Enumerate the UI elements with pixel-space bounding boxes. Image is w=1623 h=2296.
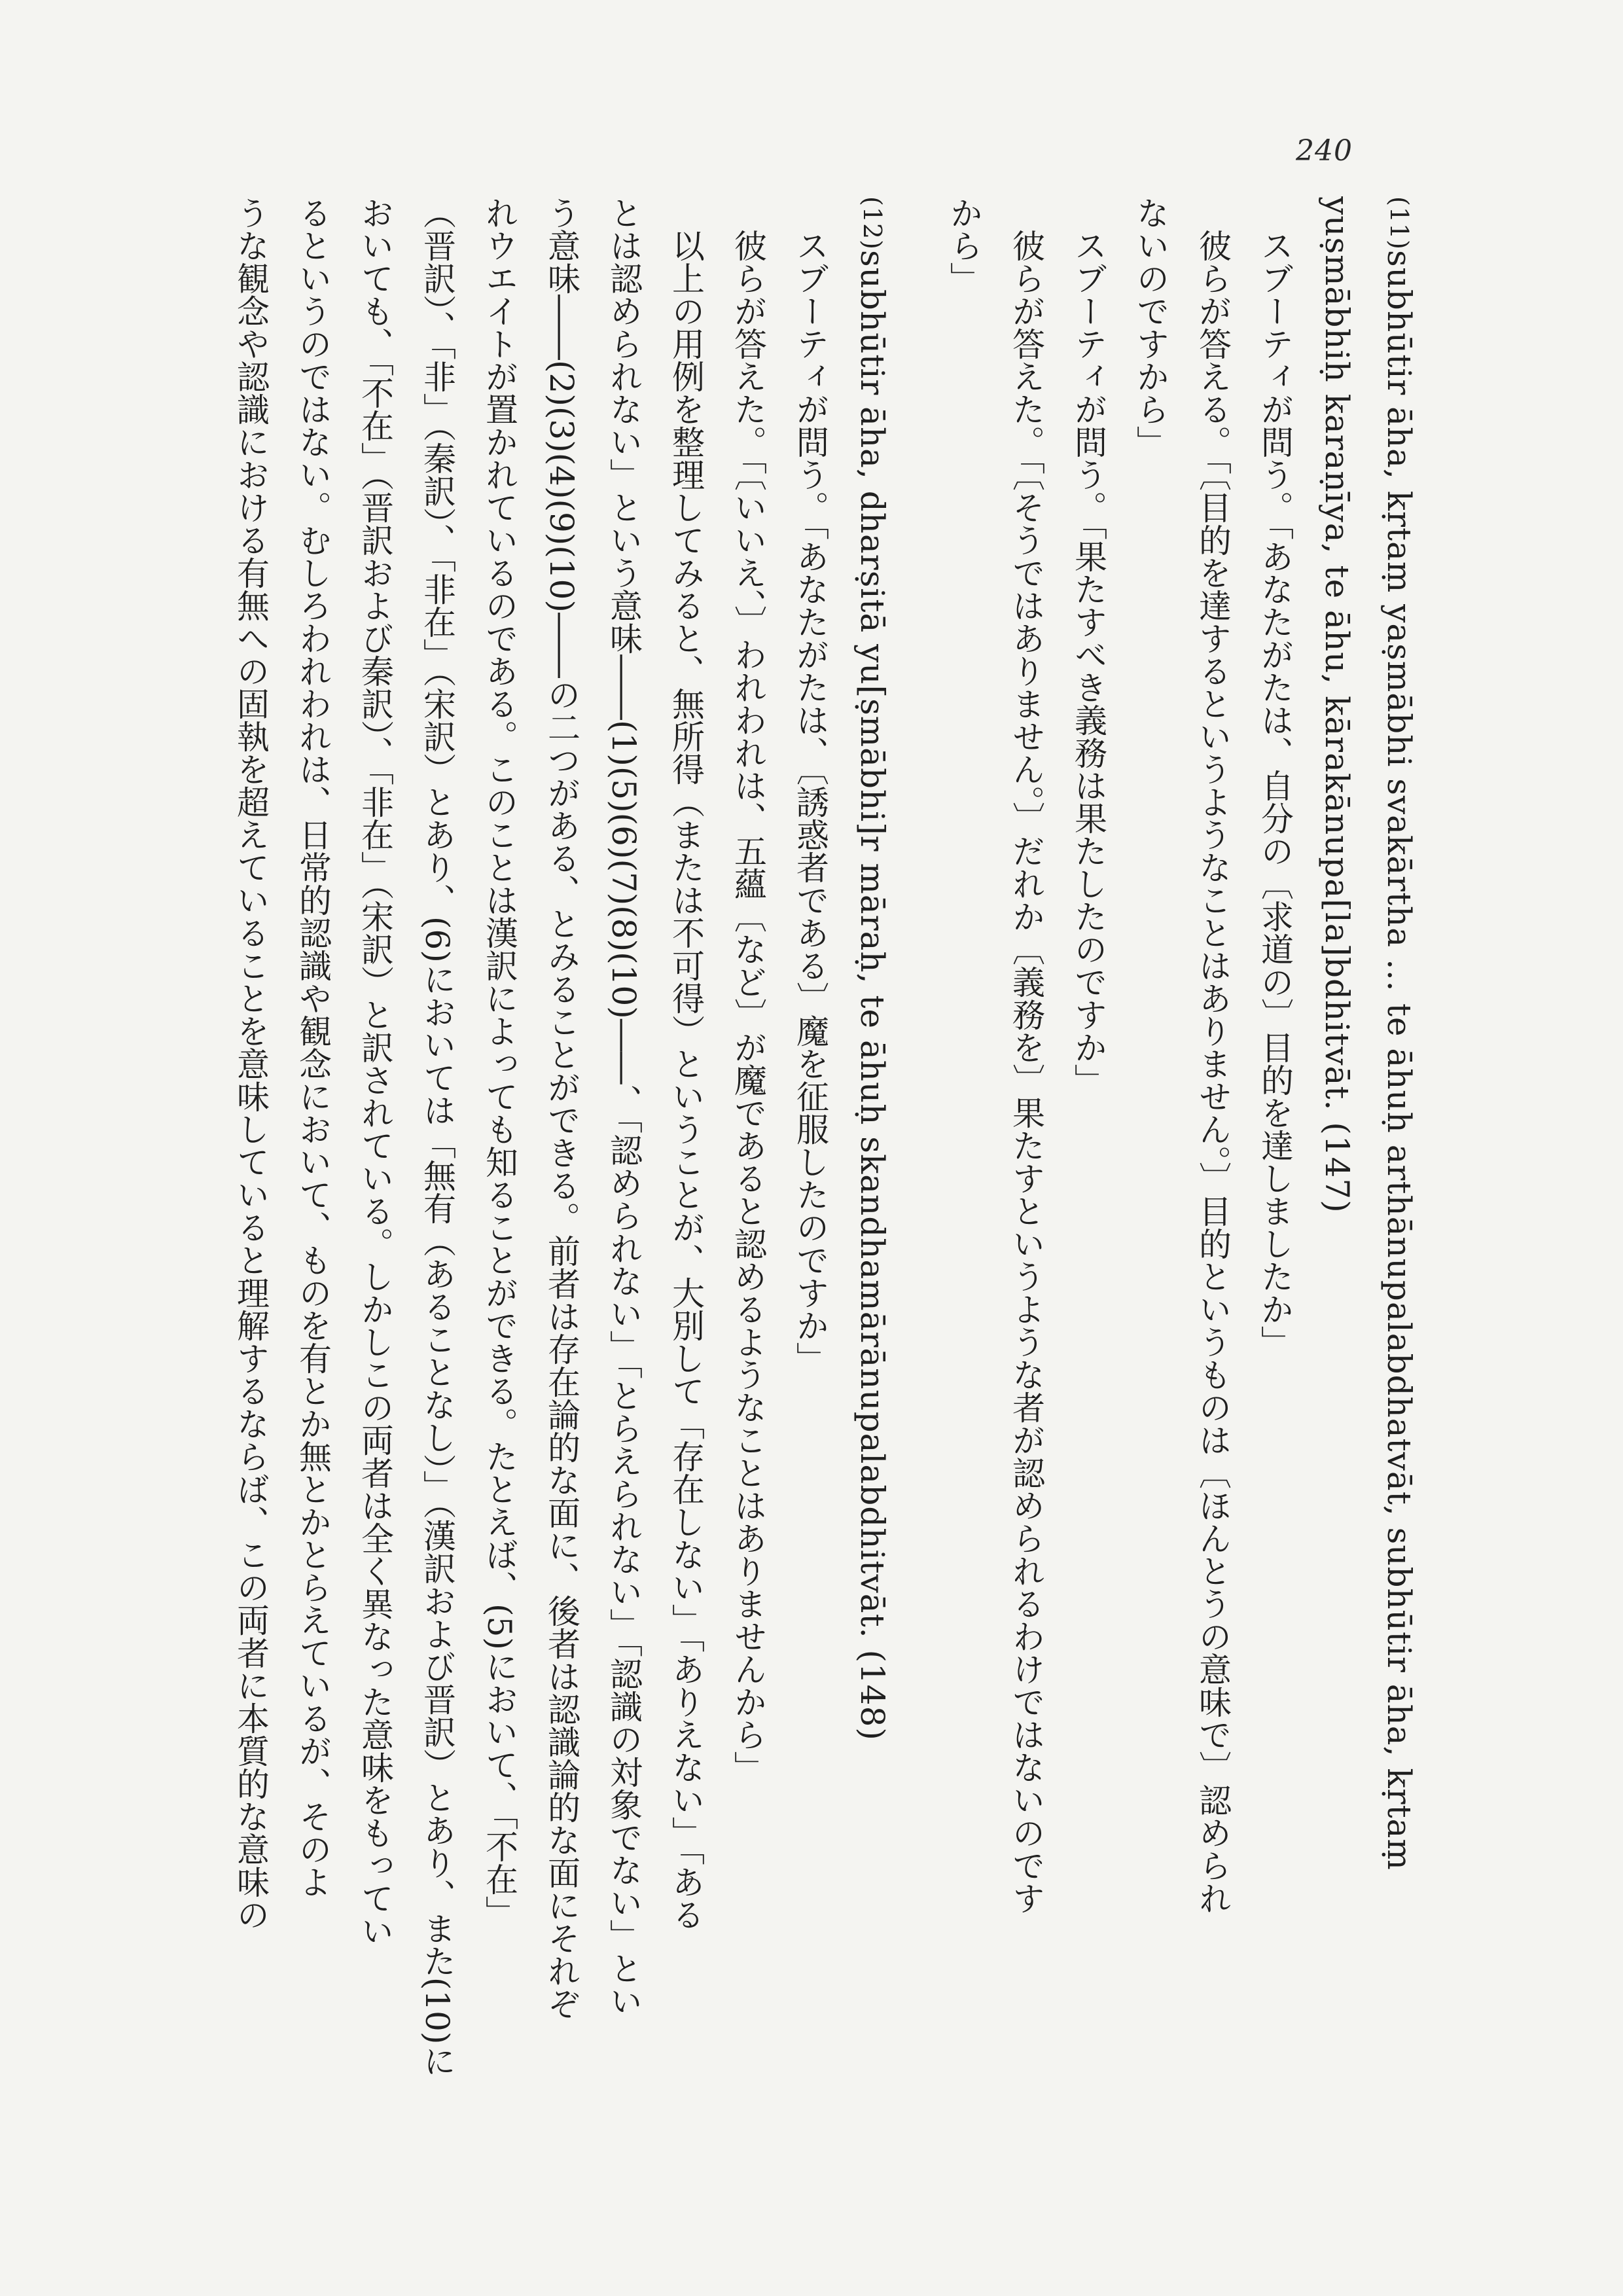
page-number: 240 <box>1296 134 1353 168</box>
text-line: う意味――(2)(3)(4)(9)(10)――の二つがある、とみることができる。前者は存在論的な面に、後者は認識論的な面にそれぞ <box>543 196 580 2020</box>
text-line: 以上の用例を整理してみると、無所得（または不可得）ということが、大別して「存在しない」「ありえない」「ある <box>667 229 705 1931</box>
text-line-body: subhūtir āha, dharṣitā yu[ṣmābhi]r māraḥ, te āhuḥ skandhamārānupalabdhitvāt. (148) <box>853 250 891 1741</box>
text-line: うな観念や認識における有無への固執を超えていることを意味していると理解するならば、この両者に本質的な意味の <box>232 196 270 1931</box>
text-line: れウエイトが置かれているのである。このことは漢訳によっても知ることができる。たとえば、(5)において、「不在」 <box>480 196 518 1928</box>
text-line: るというのではない。むしろわれわれは、日常的認識や観念において、ものを有とか無とかとらえているが、そのよ <box>294 196 332 1898</box>
text-line: 彼らが答えた。「〔そうではありません。〕だれか〔義務を〕果たすというような者が認められるわけではないのです <box>1007 229 1045 1914</box>
example-number: (12) <box>858 196 887 251</box>
text-line: yuṣmābhiḥ karaṇīya, te āhu, kārakānupa[la]bdhitvāt. (147) <box>1318 196 1356 1213</box>
example-number: (11) <box>1385 196 1414 251</box>
text-line <box>841 196 933 2147</box>
text-line: スブーティが問う。「果たすべき義務は果たしたのですか」 <box>1069 229 1107 1096</box>
text-line: スブーティが問う。「あなたがたは、〔誘惑者である〕魔を征服したのですか」 <box>791 229 829 1374</box>
text-line: （晋訳）、「非」（秦訳）、「非在」（宋訳）とあり、(6)においては「無有（あることなし）」（漢訳および晋訳）とあり、また(10)に <box>418 196 456 2077</box>
text-line: おいても、「不在」（晋訳および秦訳）、「非在」（宋訳）と訳されている。しかしこの両者は全く異なった意味をもってい <box>356 196 394 1947</box>
text-line-body: subhūtir āha, kṛtaṃ yaṣmābhi svakārtha … te āhuḥ arthānupalabdhatvāt, subhūtir āha, kṛtaṃ <box>1380 250 1418 1871</box>
text-line <box>1368 196 1459 2147</box>
text-line: とは認められない」という意味――(1)(5)(6)(7)(8)(10)――、「認められない」「とらえられない」「認識の対象でない」とい <box>605 196 643 2017</box>
text-line: スブーティが問う。「あなたがたは、自分の〔求道の〕目的を達しましたか」 <box>1256 229 1294 1358</box>
main-text <box>193 196 1459 2147</box>
text-line: 彼らが答えた。「〔いいえ、〕われわれは、五蘊〔など〕が魔であると認めるようなことはありませんから」 <box>729 229 767 1784</box>
text-line: 彼らが答える。「〔目的を達するというようなことはありません。〕目的というものは〔ほんとうの意味で〕認められ <box>1194 229 1232 1914</box>
text-line: から」 <box>945 196 983 295</box>
text-line: ないのですから」 <box>1132 196 1169 458</box>
